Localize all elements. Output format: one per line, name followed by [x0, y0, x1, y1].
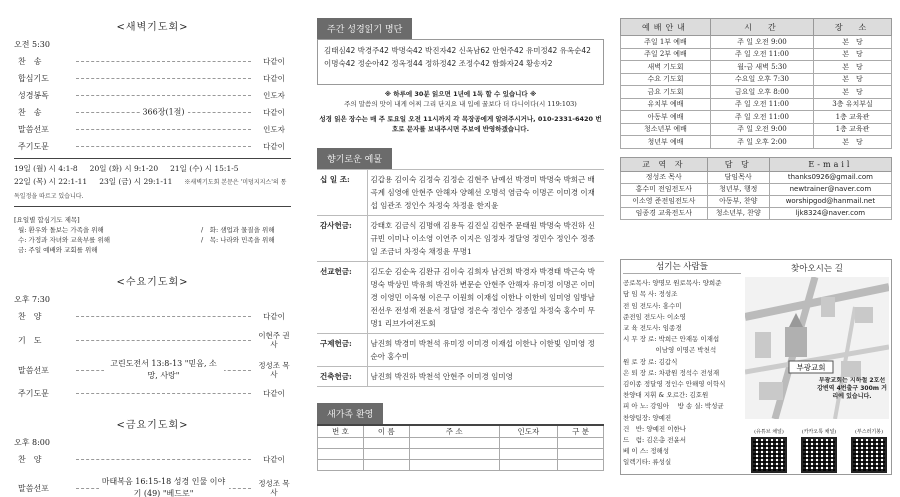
- offering-header: 향기로운 예물: [317, 148, 392, 169]
- staff-contact-table: 교 역 자 담 당 E-mail 정성조 목사 담임목사 thanks0926@gmail.com 홍수미 전임전도사 청년부, 행정 newtrainer@naver.com 이소영 준전임전도사 아동부, 찬양 worshipgod@hanmail.net 임종경 교육전도사 청소년부, 찬양 ljk8324@naver.com: [620, 157, 892, 220]
- worship-row: 주일 2부 예배 주 일 오전 11:00 본 당: [621, 48, 892, 61]
- wed-row: 말씀선포 고린도전서 13:8-13 "믿음, 소망, 사랑" 정성조 목 사: [18, 358, 290, 380]
- email-link[interactable]: thanks0926@gmail.com: [769, 171, 891, 183]
- qr-code-icon: [851, 437, 887, 473]
- offering-table: [317, 169, 604, 387]
- offering-row: 구제헌금: 남진희 박경미 박천석 유미정 이미경 이재섭 이한나 이한빛 임미영 정순아 홍수미: [317, 334, 604, 367]
- left-column: [0, 0, 305, 497]
- email-link[interactable]: ljk8324@naver.com: [769, 207, 891, 219]
- email-link[interactable]: newtrainer@naver.com: [769, 183, 891, 195]
- reading-header: 주간 성경읽기 명단: [317, 18, 412, 39]
- dawn-order: [14, 53, 291, 155]
- qr-youtube[interactable]: (유튜브 채널): [747, 428, 791, 473]
- directions: 찾아오시는 길 부광교회 부광교회는 지하철 2호선 강변역 4번출구 300m 거리에 있습니다.: [745, 262, 889, 421]
- dawn-row: 성경봉독 인도자: [18, 91, 285, 100]
- worship-row: 청년부 예배 주 일 오후 2:00 본 당: [621, 136, 892, 149]
- reading-instruction: 성경 읽은 장수는 매 주 토요일 오전 11시까지 각 목장공에게 알려주시거나, 010-2331-6420 번호로 문자를 보내주시면 주보에 반영하겠습니다.: [319, 115, 602, 133]
- qr-codes: [747, 428, 891, 473]
- worship-table: 예배안내 시 간 장 소 주일 1부 예배 주 일 오전 9:00 본 당 주일 2부 예배 주 일 오전 11:00 본 당 새벽 기도회 월-금 새벽 5:30 본 당 수요 기도회 수요일 오후 7:30 본 당 금요 기도회 금요일 오후 8:00 본 당 유치부 예배 주 일 오전 11:00 3층 유치부실 아동부 예배 주 일 오전 11:00 1층 교육관 청소년부 예배 주 일 오전 9:00 1층 교육관 청년부 예배 주 일 오후 2:00 본 당: [620, 18, 892, 149]
- family-header: 새가족 환영: [317, 403, 383, 424]
- dawn-title: <새벽기도회>: [116, 22, 189, 33]
- fri-row: 말씀선포 마태복음 16:15-18 성경 인물 이야기 (49) "베드로" 정성조 목 사: [14, 468, 291, 497]
- wed-row: 기 도 이현주 권 사: [18, 331, 290, 349]
- worship-row: 주일 1부 예배 주 일 오전 9:00 본 당: [621, 36, 892, 49]
- qr-code-icon: [801, 437, 837, 473]
- worship-row: 아동부 예배 주 일 오전 11:00 1층 교육관: [621, 111, 892, 124]
- wed-time: 오후 7:30: [14, 295, 50, 304]
- church-name: 부광교회: [796, 363, 826, 372]
- qr-code-icon: [751, 437, 787, 473]
- church-map-image: [745, 277, 889, 419]
- directions-caption: 부광교회는 지하철 2호선 강변역 4번출구 300m 거리에 있습니다.: [817, 377, 887, 400]
- worship-row: 유치부 예배 주 일 오전 11:00 3층 유치부실: [621, 98, 892, 111]
- staff-row: 임종경 교육전도사 청소년부, 찬양 ljk8324@naver.com: [621, 207, 892, 219]
- offering-row: 십 일 조: 김갑용 김이숙 김정숙 김정순 김현주 남예선 박경미 박명숙 박희근 배곡계 심영애 안현주 안해자 양혜선 오명석 염금숙 이명곤 이미경 이재섭 임관조 정인수 차정숙 차정윤 한지윤: [317, 170, 604, 216]
- new-family-table: 번 호 이 름 주 소 인도자 구 분: [317, 424, 604, 471]
- offering-row: 선교헌금: 김도순 김순옥 김완규 김이숙 김희자 남건희 박경자 박경태 박근숙 박명숙 박상민 박유희 박진하 변문순 안현주 안해자 유미정 이명곤 이미경 이영민 이옥형 이은구 이원희 이재섭 이한나 이한비 임미영 임방남 전선우 전성재 전윤서 정달영 정은숙 정인수 정종일 차정숙 홍수미 무명1 리브가여전도회: [317, 262, 604, 334]
- dawn-row: 주기도문 다같이: [18, 142, 285, 151]
- wed-row: 주기도문 다같이: [18, 389, 285, 398]
- fri-title: <금요기도회>: [116, 420, 189, 431]
- staff-row: 이소영 준전임전도사 아동부, 찬양 worshipgod@hanmail.net: [621, 195, 892, 207]
- reading-names: 김태심42 박경주42 박명숙42 박진자42 신옥남62 안현주42 유미정42 유옥순42 이명숙42 정순아42 정옥정44 정하정42 조정수42 함화자24 황송자2: [317, 39, 604, 85]
- dawn-time: 오전 5:30: [14, 40, 50, 49]
- wed-title: <수요기도회>: [116, 277, 189, 288]
- offering-row: 건축헌금: 남진희 박진하 박천석 안현주 이미경 임미영: [317, 367, 604, 387]
- dawn-row: 찬 송 366장(1절) 다같이: [18, 107, 285, 117]
- worship-row: 금요 기도회 금요일 오후 8:00 본 당: [621, 86, 892, 99]
- church-label: [789, 361, 833, 373]
- fri-row: 찬 양 다같이: [18, 455, 285, 464]
- worship-row: 수요 기도회 수요일 오후 7:30 본 당: [621, 73, 892, 86]
- staff-row: 홍수미 전임전도사 청년부, 행정 newtrainer@naver.com: [621, 183, 892, 195]
- dawn-row: 말씀선포 인도자: [18, 125, 285, 134]
- qr-kakaotalk[interactable]: (카카오톡 채널): [797, 428, 841, 473]
- reading-note: ※ 하루에 30분 읽으면 1년에 1독 할 수 있습니다 ※ 주의 말씀의 맛이 내게 어찌 그리 단지요 내 입에 꿀보다 더 다니이다(시 119:103): [344, 90, 577, 108]
- dawn-readings: 19일 (월) 시 4:1-8 20일 (화) 시 9:1-20 21일 (수) 시 15:1-5 22일 (목) 시 22:1-11 23일 (금) 시 29:1-11 ※새벽기도회 본문은 '미덩지지스'의 통독일정을 따르고 있습니다.: [14, 164, 287, 200]
- worship-row: 청소년부 예배 주 일 오전 9:00 1층 교육관: [621, 123, 892, 136]
- middle-column: [305, 0, 612, 497]
- dawn-row: 합심기도 다같이: [18, 74, 285, 83]
- worship-row: 새벽 기도회 월-금 새벽 5:30 본 당: [621, 61, 892, 74]
- qr-crumbs[interactable]: (부스러기봉): [847, 428, 891, 473]
- staff-row: 정성조 목사 담임목사 thanks0926@gmail.com: [621, 171, 892, 183]
- servants-and-map-box: [620, 259, 892, 475]
- offering-row: 감사헌금: 강태호 김금식 김명애 김용득 김진실 김현주 문태원 박명숙 박진하 신규빈 이미나 이소영 이연주 이지은 임정자 정달영 정민수 정인수 정종일 조금녀 차정숙 채정윤 무명1: [317, 216, 604, 262]
- dawn-row: 찬 송 다같이: [18, 57, 285, 66]
- email-link[interactable]: worshipgod@hanmail.net: [769, 195, 891, 207]
- prayer-topics: [요일별 합심기도 제목] 월: 환우와 돌보는 가족을 위해 / 화: 샘업과 물질을 위해 수: 가정과 자녀와 교육부를 위해 / 목: 나라와 민족을 위해 금: 주일 예배와 교회를 위해: [14, 216, 275, 254]
- servants-list: 섬기는 사람들 공로목사: 양명모 원로목사: 양희준 담 임 목 사: 정성조 전 임 전도사: 홍수미 준전임 전도사: 이소영 교 육 전도사: 임종경 시 무 장 로: 박희근 안재동 이재섭 이남영 이명곤 박천석 원 로 장 로: 김갑식 은 퇴 장 로: 차광원 정석수 전성재 김이종 정달영 정인수 안해영 이학식 찬양대 지휘 & 오르간: 김호원 피 아 노: 강임아 방 송 실: 박성균 찬양팀장: 양예진 건 반: 양예진 이한나 드 럼: 김은총 전윤서 베 이 스: 정해성 일렉기타: 류성실: [623, 262, 741, 469]
- right-column: [612, 0, 900, 497]
- fri-time: 오후 8:00: [14, 438, 50, 447]
- wed-row: 찬 양 다같이: [18, 312, 285, 321]
